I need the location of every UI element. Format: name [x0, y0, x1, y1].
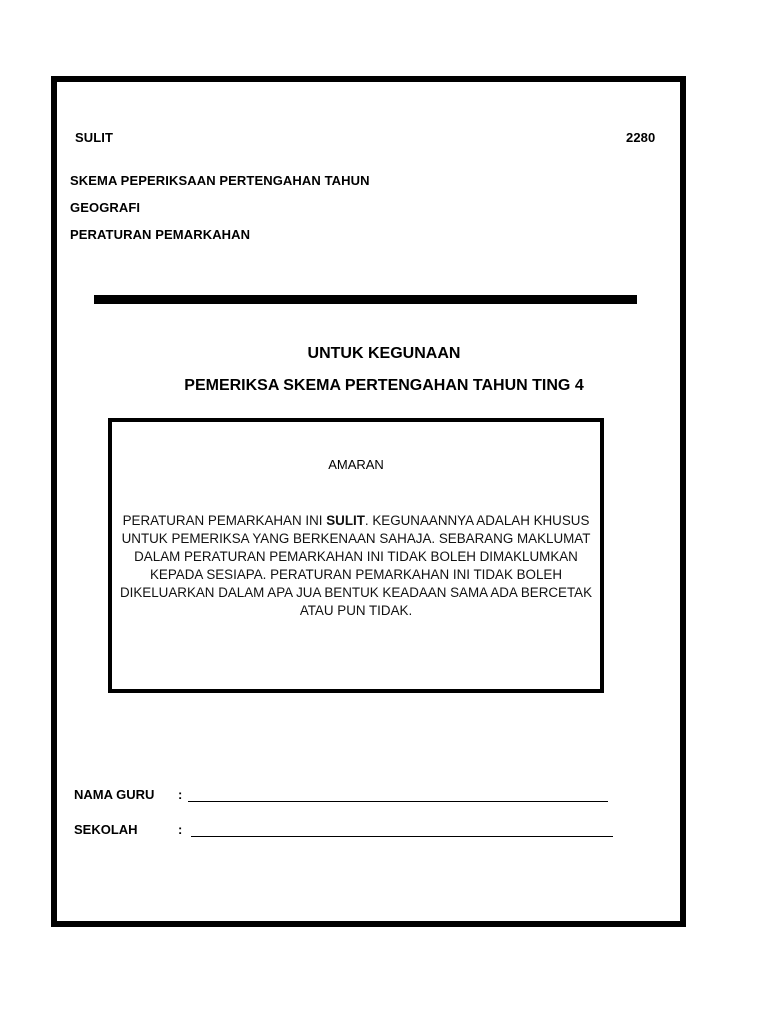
subject-name: GEOGRAFI — [70, 200, 141, 215]
teacher-name-colon: : — [178, 787, 183, 802]
usage-title: UNTUK KEGUNAAN — [307, 345, 461, 362]
warning-text-rest: . KEGUNAANNYA ADALAH KHUSUS UNTUK PEMERIKSA YANG BERKENAAN SAHAJA. SEBARANG MAKLUMAT DALAM PERATURAN PEMARKAHAN INI TIDAK BOLEH DIMAKLUMKAN KEPADA SESIAPA. PERATURAN PEMARKAHAN INI TIDAK BOLEH DIKELUARKAN DALAM APA JUA BENTUK KEADAAN SAMA ADA BERCETAK ATAU PUN TIDAK. — [119, 513, 593, 618]
paper-code: 2280 — [626, 130, 656, 145]
teacher-name-label: NAMA GURU — [74, 787, 155, 802]
school-field[interactable] — [191, 836, 613, 837]
warning-box — [108, 418, 604, 693]
warning-heading: AMARAN — [328, 457, 384, 472]
school-label: SEKOLAH — [74, 822, 138, 837]
warning-text-intro: PERATURAN PEMARKAHAN INI — [122, 513, 327, 528]
classification-label: SULIT — [75, 130, 114, 145]
school-colon: : — [178, 822, 183, 837]
teacher-name-field[interactable] — [188, 801, 608, 802]
marking-scheme-label: PERATURAN PEMARKAHAN — [70, 227, 251, 242]
examiner-title: PEMERIKSA SKEMA PERTENGAHAN TAHUN TING 4 — [184, 377, 584, 394]
warning-text — [118, 512, 594, 620]
warning-text-emphasis: SULIT — [326, 513, 365, 528]
header-divider — [94, 295, 637, 304]
document-type: SKEMA PEPERIKSAAN PERTENGAHAN TAHUN — [70, 173, 370, 188]
